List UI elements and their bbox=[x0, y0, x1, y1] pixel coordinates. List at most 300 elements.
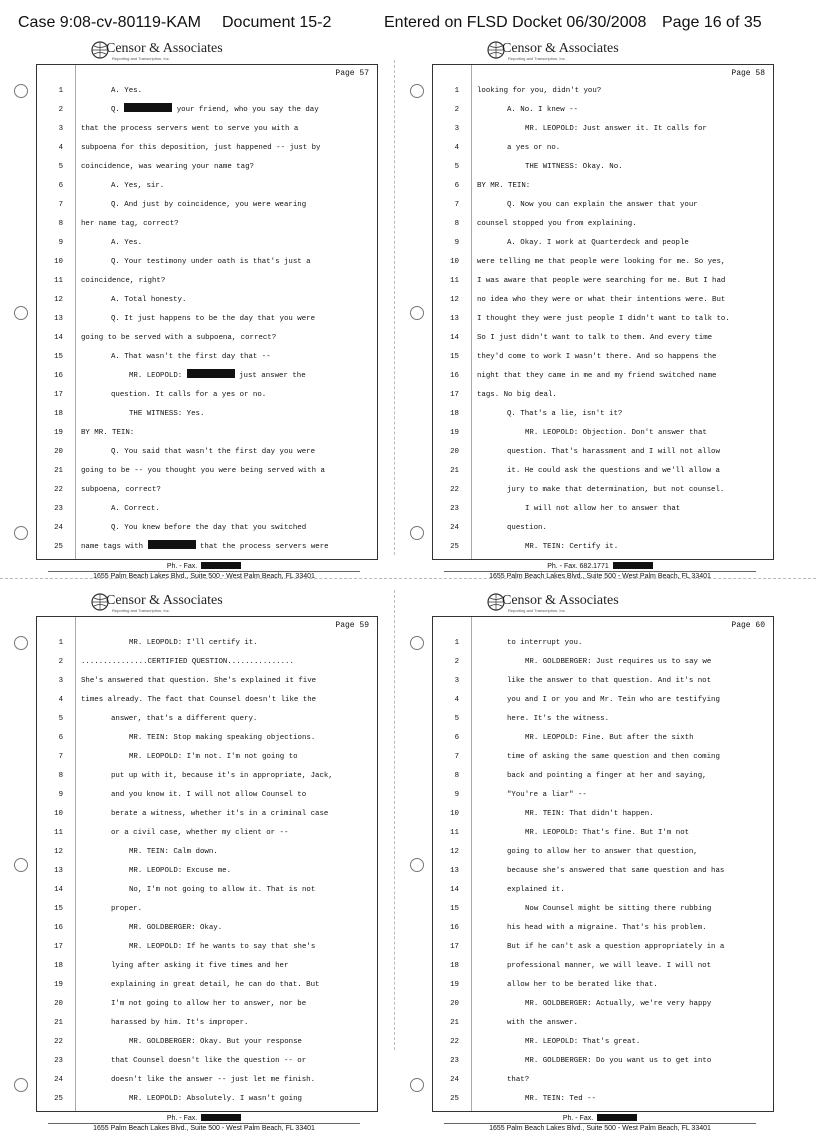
transcript-line bbox=[433, 424, 773, 443]
transcript-line bbox=[433, 158, 773, 177]
docket-entry: Entered on FLSD Docket 06/30/2008 bbox=[384, 14, 647, 31]
line-number: 11 bbox=[450, 829, 459, 837]
panel-divider-top bbox=[394, 60, 395, 555]
transcript-line bbox=[37, 900, 377, 919]
line-number: 6 bbox=[454, 734, 459, 742]
line-text: MR. TEIN: That didn't happen. bbox=[525, 810, 654, 818]
line-text: lying after asking it five times and her bbox=[111, 962, 289, 970]
transcript-line bbox=[433, 481, 773, 500]
line-number: 12 bbox=[54, 296, 63, 304]
line-number: 4 bbox=[58, 144, 63, 152]
document-number: Document 15-2 bbox=[222, 14, 332, 31]
transcript-line bbox=[37, 310, 377, 329]
line-text: question. It calls for a yes or no. bbox=[111, 391, 267, 399]
line-number: 9 bbox=[58, 239, 63, 247]
transcript-line bbox=[37, 291, 377, 310]
transcript-line bbox=[433, 538, 773, 557]
line-number: 19 bbox=[54, 429, 63, 437]
line-number: 22 bbox=[54, 486, 63, 494]
redaction-bar bbox=[124, 103, 172, 112]
line-number: 7 bbox=[58, 201, 63, 209]
line-text: MR. LEOPOLD: If he wants to say that she's bbox=[129, 943, 316, 951]
footer-phone: Ph. - Fax. bbox=[420, 1114, 780, 1123]
line-number: 24 bbox=[54, 524, 63, 532]
line-number: 8 bbox=[58, 772, 63, 780]
line-number: 11 bbox=[450, 277, 459, 285]
transcript-line bbox=[433, 843, 773, 862]
transcript-line bbox=[433, 1014, 773, 1033]
transcript-line bbox=[37, 519, 377, 538]
transcript-line bbox=[433, 177, 773, 196]
line-text: MR. TEIN: Ted -- bbox=[525, 1095, 596, 1103]
reporter-name: Censor & Associates bbox=[106, 593, 223, 608]
line-number: 4 bbox=[454, 144, 459, 152]
line-text: put up with it, because it's in appropriate, Jack, bbox=[111, 772, 333, 780]
line-number: 25 bbox=[450, 543, 459, 551]
line-number: 25 bbox=[54, 543, 63, 551]
transcript-line bbox=[37, 938, 377, 957]
line-text: question. bbox=[507, 524, 547, 532]
line-text: name tags with that the process servers were bbox=[81, 538, 329, 557]
transcript-line bbox=[433, 995, 773, 1014]
redaction-bar bbox=[148, 540, 196, 549]
line-number: 22 bbox=[450, 1038, 459, 1046]
line-text: BY MR. TEIN: bbox=[477, 182, 531, 190]
binder-hole bbox=[410, 84, 424, 98]
line-text: MR. LEOPOLD: That's fine. But I'm not bbox=[525, 829, 690, 837]
line-text: here. It's the witness. bbox=[507, 715, 610, 723]
line-text: Q. Now you can explain the answer that your bbox=[507, 201, 698, 209]
line-number: 9 bbox=[454, 239, 459, 247]
binder-hole bbox=[14, 636, 28, 650]
line-number: 18 bbox=[450, 962, 459, 970]
line-text: I thought they were just people I didn't want to talk to. bbox=[477, 315, 730, 323]
transcript-line bbox=[433, 462, 773, 481]
transcript-line bbox=[433, 500, 773, 519]
line-number: 25 bbox=[450, 1095, 459, 1103]
footer-phone: Ph. - Fax. bbox=[24, 1114, 384, 1123]
line-text: no idea who they were or what their intentions were. But bbox=[477, 296, 726, 304]
line-text: MR. LEOPOLD: just answer the bbox=[129, 367, 306, 386]
line-text: MR. TEIN: Certify it. bbox=[525, 543, 619, 551]
line-text: Q. You said that wasn't the first day you were bbox=[111, 448, 316, 456]
transcript-page-number: Page 59 bbox=[335, 621, 369, 630]
reporter-name: Censor & Associates bbox=[502, 41, 619, 56]
line-number: 18 bbox=[54, 962, 63, 970]
reporter-footer bbox=[24, 562, 384, 581]
line-number: 7 bbox=[454, 753, 459, 761]
line-text: jury to make that determination, but not counsel. bbox=[507, 486, 725, 494]
line-number: 2 bbox=[58, 106, 63, 114]
line-number: 15 bbox=[450, 353, 459, 361]
transcript-line bbox=[37, 405, 377, 424]
line-number: 3 bbox=[454, 677, 459, 685]
transcript-line bbox=[433, 329, 773, 348]
reporter-name: Censor & Associates bbox=[502, 593, 619, 608]
transcript-line bbox=[37, 139, 377, 158]
line-text: Q. Your testimony under oath is that's just a bbox=[111, 258, 311, 266]
line-text: Q. your friend, who you say the day bbox=[111, 101, 319, 120]
line-number: 11 bbox=[54, 277, 63, 285]
line-text: question. That's harassment and I will not allow bbox=[507, 448, 720, 456]
transcript-line bbox=[433, 1052, 773, 1071]
line-text: MR. LEOPOLD: That's great. bbox=[525, 1038, 641, 1046]
transcript-line bbox=[37, 767, 377, 786]
transcript-line bbox=[433, 519, 773, 538]
line-text: Q. It just happens to be the day that you were bbox=[111, 315, 316, 323]
reporter-logo bbox=[486, 40, 686, 62]
footer-address: 1655 Palm Beach Lakes Blvd., Suite 500 - West Palm Beach, FL 33401 bbox=[444, 1123, 756, 1133]
line-number: 23 bbox=[450, 505, 459, 513]
line-text: MR. TEIN: Stop making speaking objections. bbox=[129, 734, 316, 742]
line-number: 22 bbox=[450, 486, 459, 494]
line-number: 14 bbox=[54, 334, 63, 342]
line-number: 15 bbox=[54, 353, 63, 361]
line-text: times already. The fact that Counsel doesn't like the bbox=[81, 696, 317, 704]
line-number: 14 bbox=[450, 886, 459, 894]
line-number: 9 bbox=[454, 791, 459, 799]
transcript-line bbox=[433, 634, 773, 653]
line-number: 13 bbox=[450, 867, 459, 875]
binder-hole bbox=[14, 306, 28, 320]
transcript-line bbox=[433, 710, 773, 729]
transcript-line bbox=[433, 767, 773, 786]
line-text: they'd come to work I wasn't there. And so happens the bbox=[477, 353, 717, 361]
binder-hole bbox=[410, 306, 424, 320]
line-text: night that they came in me and my friend switched name bbox=[477, 372, 717, 380]
transcript-line bbox=[433, 957, 773, 976]
transcript-line bbox=[37, 691, 377, 710]
line-text: MR. LEOPOLD: Just answer it. It calls for bbox=[525, 125, 707, 133]
line-text: with the answer. bbox=[507, 1019, 578, 1027]
transcript-page-4 bbox=[420, 592, 780, 1147]
line-number: 23 bbox=[54, 1057, 63, 1065]
line-number: 24 bbox=[450, 1076, 459, 1084]
line-text: I will not allow her to answer that bbox=[525, 505, 681, 513]
transcript-line bbox=[37, 653, 377, 672]
line-text: So I just didn't want to talk to them. And every time bbox=[477, 334, 713, 342]
line-number: 3 bbox=[58, 125, 63, 133]
line-text: professional manner, we will leave. I will not bbox=[507, 962, 712, 970]
transcript-line bbox=[37, 748, 377, 767]
transcript-lines bbox=[433, 82, 773, 557]
line-text: Now Counsel might be sitting there rubbing bbox=[525, 905, 712, 913]
transcript-line bbox=[433, 234, 773, 253]
line-number: 14 bbox=[54, 886, 63, 894]
transcript-box bbox=[432, 64, 774, 560]
line-text: Q. That's a lie, isn't it? bbox=[507, 410, 623, 418]
reporter-tagline: Reporting and Transcription, Inc. bbox=[112, 56, 170, 61]
transcript-line bbox=[433, 672, 773, 691]
line-text: looking for you, didn't you? bbox=[477, 87, 602, 95]
line-number: 13 bbox=[54, 867, 63, 875]
transcript-line bbox=[37, 481, 377, 500]
line-number: 16 bbox=[54, 924, 63, 932]
transcript-line bbox=[37, 234, 377, 253]
line-number: 16 bbox=[450, 372, 459, 380]
transcript-line bbox=[37, 976, 377, 995]
transcript-page-3 bbox=[24, 592, 384, 1147]
transcript-line bbox=[433, 215, 773, 234]
line-text: MR. GOLDBERGER: Okay. bbox=[129, 924, 223, 932]
transcript-box bbox=[36, 64, 378, 560]
line-text: harassed by him. It's improper. bbox=[111, 1019, 249, 1027]
transcript-line bbox=[37, 443, 377, 462]
line-text: explaining in great detail, he can do that. But bbox=[111, 981, 320, 989]
line-number: 2 bbox=[454, 658, 459, 666]
line-number: 8 bbox=[454, 772, 459, 780]
line-text: Q. And just by coincidence, you were wearing bbox=[111, 201, 307, 209]
line-text: doesn't like the answer -- just let me finish. bbox=[111, 1076, 316, 1084]
transcript-line bbox=[37, 1033, 377, 1052]
line-text: MR. LEOPOLD: Fine. But after the sixth bbox=[525, 734, 694, 742]
line-number: 3 bbox=[58, 677, 63, 685]
line-number: 2 bbox=[454, 106, 459, 114]
transcript-lines bbox=[37, 634, 377, 1109]
transcript-line bbox=[433, 82, 773, 101]
line-number: 17 bbox=[54, 943, 63, 951]
line-text: or a civil case, whether my client or -- bbox=[111, 829, 289, 837]
transcript-page-number: Page 58 bbox=[731, 69, 765, 78]
transcript-line bbox=[37, 919, 377, 938]
line-number: 5 bbox=[58, 715, 63, 723]
reporter-tagline: Reporting and Transcription, Inc. bbox=[508, 56, 566, 61]
line-number: 16 bbox=[54, 372, 63, 380]
transcript-box bbox=[432, 616, 774, 1112]
transcript-line bbox=[37, 272, 377, 291]
line-number: 19 bbox=[450, 429, 459, 437]
line-text: A. Correct. bbox=[111, 505, 160, 513]
line-number: 3 bbox=[454, 125, 459, 133]
transcript-box bbox=[36, 616, 378, 1112]
line-text: to interrupt you. bbox=[507, 639, 583, 647]
transcript-line bbox=[433, 900, 773, 919]
footer-address: 1655 Palm Beach Lakes Blvd., Suite 500 - West Palm Beach, FL 33401 bbox=[444, 571, 756, 581]
transcript-line bbox=[433, 139, 773, 158]
line-number: 1 bbox=[58, 639, 63, 647]
line-text: coincidence, was wearing your name tag? bbox=[81, 163, 254, 171]
transcript-line bbox=[433, 272, 773, 291]
transcript-line bbox=[37, 177, 377, 196]
line-text: coincidence, right? bbox=[81, 277, 166, 285]
transcript-line bbox=[37, 881, 377, 900]
transcript-line bbox=[37, 82, 377, 101]
line-number: 24 bbox=[54, 1076, 63, 1084]
line-text: MR. LEOPOLD: Excuse me. bbox=[129, 867, 232, 875]
transcript-line bbox=[37, 386, 377, 405]
transcript-line bbox=[37, 196, 377, 215]
line-text: and you know it. I will not allow Counsel to bbox=[111, 791, 307, 799]
line-text: subpoena, correct? bbox=[81, 486, 161, 494]
line-text: MR. GOLDBERGER: Just requires us to say we bbox=[525, 658, 712, 666]
transcript-line bbox=[37, 824, 377, 843]
binder-hole bbox=[14, 526, 28, 540]
line-text: A. Yes. bbox=[111, 87, 143, 95]
line-text: "You're a liar" -- bbox=[507, 791, 587, 799]
line-number: 21 bbox=[450, 467, 459, 475]
line-number: 4 bbox=[58, 696, 63, 704]
line-number: 13 bbox=[54, 315, 63, 323]
transcript-line bbox=[433, 196, 773, 215]
line-number: 18 bbox=[54, 410, 63, 418]
transcript-line bbox=[37, 215, 377, 234]
phone-redaction bbox=[201, 562, 241, 569]
line-number: 20 bbox=[450, 1000, 459, 1008]
line-text: berate a witness, whether it's in a criminal case bbox=[111, 810, 329, 818]
transcript-lines bbox=[37, 82, 377, 557]
transcript-line bbox=[433, 386, 773, 405]
line-text: BY MR. TEIN: bbox=[81, 429, 135, 437]
transcript-line bbox=[37, 101, 377, 120]
case-header bbox=[0, 14, 816, 38]
line-text: his head with a migraine. That's his problem. bbox=[507, 924, 707, 932]
transcript-page-2 bbox=[420, 40, 780, 595]
reporter-logo bbox=[90, 40, 290, 62]
transcript-line bbox=[433, 881, 773, 900]
transcript-line bbox=[433, 938, 773, 957]
reporter-tagline: Reporting and Transcription, Inc. bbox=[112, 608, 170, 613]
line-text: A. No. I knew -- bbox=[507, 106, 578, 114]
line-text: tags. No big deal. bbox=[477, 391, 557, 399]
phone-redaction bbox=[201, 1114, 241, 1121]
line-number: 20 bbox=[450, 448, 459, 456]
reporter-footer bbox=[420, 562, 780, 581]
line-number: 9 bbox=[58, 791, 63, 799]
line-text: I was aware that people were searching for me. But I had bbox=[477, 277, 726, 285]
case-number: Case 9:08-cv-80119-KAM bbox=[18, 14, 201, 31]
line-text: like the answer to that question. And it's not bbox=[507, 677, 712, 685]
line-text: She's answered that question. She's explained it five bbox=[81, 677, 317, 685]
footer-phone: Ph. - Fax. 682.1771 bbox=[420, 562, 780, 571]
transcript-page-number: Page 57 bbox=[335, 69, 369, 78]
binder-hole bbox=[14, 858, 28, 872]
footer-phone: Ph. - Fax. bbox=[24, 562, 384, 571]
phone-redaction bbox=[613, 562, 653, 569]
line-number: 5 bbox=[454, 163, 459, 171]
line-number: 6 bbox=[58, 734, 63, 742]
binder-hole bbox=[410, 1078, 424, 1092]
transcript-line bbox=[433, 310, 773, 329]
transcript-line bbox=[433, 405, 773, 424]
line-text: explained it. bbox=[507, 886, 565, 894]
line-text: it. He could ask the questions and we'll allow a bbox=[507, 467, 720, 475]
transcript-line bbox=[433, 1071, 773, 1090]
reporter-footer bbox=[420, 1114, 780, 1133]
line-number: 25 bbox=[54, 1095, 63, 1103]
transcript-line bbox=[37, 862, 377, 881]
transcript-line bbox=[37, 1014, 377, 1033]
transcript-line bbox=[433, 786, 773, 805]
transcript-line bbox=[37, 253, 377, 272]
transcript-line bbox=[433, 291, 773, 310]
transcript-line bbox=[37, 424, 377, 443]
line-text: I'm not going to allow her to answer, nor be bbox=[111, 1000, 307, 1008]
page-of-total: Page 16 of 35 bbox=[662, 14, 762, 31]
transcript-line bbox=[37, 805, 377, 824]
line-text: MR. LEOPOLD: I'll certify it. bbox=[129, 639, 258, 647]
line-number: 19 bbox=[450, 981, 459, 989]
transcript-line bbox=[433, 748, 773, 767]
line-number: 20 bbox=[54, 1000, 63, 1008]
line-text: you and I or you and Mr. Tein who are testifying bbox=[507, 696, 720, 704]
line-number: 21 bbox=[54, 467, 63, 475]
line-text: A. Okay. I work at Quarterdeck and people bbox=[507, 239, 689, 247]
line-text: A. Yes, sir. bbox=[111, 182, 165, 190]
phone-redaction bbox=[597, 1114, 637, 1121]
line-number: 18 bbox=[450, 410, 459, 418]
redaction-bar bbox=[187, 369, 235, 378]
transcript-line bbox=[37, 1052, 377, 1071]
line-text: Q. You knew before the day that you switched bbox=[111, 524, 307, 532]
transcript-line bbox=[433, 367, 773, 386]
line-text: subpoena for this deposition, just happened -- just by bbox=[81, 144, 321, 152]
transcript-line bbox=[433, 805, 773, 824]
binder-hole bbox=[410, 526, 424, 540]
line-number: 8 bbox=[454, 220, 459, 228]
line-number: 23 bbox=[54, 505, 63, 513]
line-number: 10 bbox=[450, 810, 459, 818]
line-text: ...............CERTIFIED QUESTION............... bbox=[81, 658, 294, 666]
line-text: going to be served with a subpoena, correct? bbox=[81, 334, 277, 342]
line-number: 1 bbox=[454, 639, 459, 647]
line-text: back and pointing a finger at her and saying, bbox=[507, 772, 707, 780]
binder-hole bbox=[410, 636, 424, 650]
line-number: 17 bbox=[450, 391, 459, 399]
binder-hole bbox=[410, 858, 424, 872]
line-text: A. That wasn't the first day that -- bbox=[111, 353, 271, 361]
line-number: 8 bbox=[58, 220, 63, 228]
line-number: 2 bbox=[58, 658, 63, 666]
transcript-line bbox=[433, 253, 773, 272]
reporter-logo bbox=[486, 592, 686, 614]
panel-divider-bottom bbox=[394, 590, 395, 1050]
transcript-line bbox=[433, 101, 773, 120]
line-text: MR. GOLDBERGER: Actually, we're very happy bbox=[525, 1000, 712, 1008]
transcript-line bbox=[37, 500, 377, 519]
transcript-line bbox=[37, 710, 377, 729]
transcript-line bbox=[433, 443, 773, 462]
line-text: No, I'm not going to allow it. That is not bbox=[129, 886, 316, 894]
transcript-line bbox=[433, 1090, 773, 1109]
line-number: 1 bbox=[58, 87, 63, 95]
line-number: 4 bbox=[454, 696, 459, 704]
transcript-line bbox=[433, 1033, 773, 1052]
line-text: a yes or no. bbox=[507, 144, 561, 152]
line-number: 5 bbox=[58, 163, 63, 171]
transcript-lines bbox=[433, 634, 773, 1109]
transcript-line bbox=[37, 995, 377, 1014]
line-number: 22 bbox=[54, 1038, 63, 1046]
line-number: 6 bbox=[454, 182, 459, 190]
transcript-page-1 bbox=[24, 40, 384, 595]
transcript-line bbox=[433, 862, 773, 881]
line-text: MR. LEOPOLD: I'm not. I'm not going to bbox=[129, 753, 298, 761]
transcript-line bbox=[433, 824, 773, 843]
line-text: THE WITNESS: Okay. No. bbox=[525, 163, 623, 171]
transcript-line bbox=[433, 120, 773, 139]
line-number: 17 bbox=[450, 943, 459, 951]
line-text: were telling me that people were looking for me. So yes, bbox=[477, 258, 726, 266]
transcript-line bbox=[37, 348, 377, 367]
line-text: that Counsel doesn't like the question -- or bbox=[111, 1057, 307, 1065]
line-number: 24 bbox=[450, 524, 459, 532]
transcript-line bbox=[433, 729, 773, 748]
line-number: 11 bbox=[54, 829, 63, 837]
footer-address: 1655 Palm Beach Lakes Blvd., Suite 500 - West Palm Beach, FL 33401 bbox=[48, 1123, 360, 1133]
line-number: 21 bbox=[54, 1019, 63, 1027]
line-number: 5 bbox=[454, 715, 459, 723]
transcript-line bbox=[37, 329, 377, 348]
